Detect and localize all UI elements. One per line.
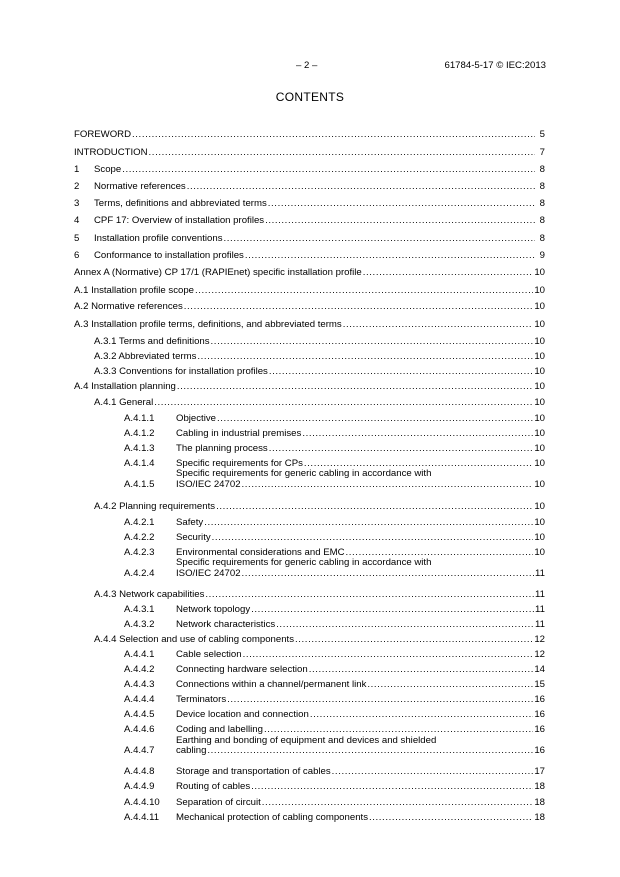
toc-entry[interactable]: [124, 745, 545, 756]
toc-entry[interactable]: [124, 479, 545, 490]
toc-entry-page: 17: [534, 766, 545, 777]
toc-leader-dots: [224, 233, 535, 244]
toc-entry-number: 2: [74, 181, 80, 192]
toc-leader-dots: [276, 619, 534, 630]
toc-entry-label: A.4 Installation planning: [74, 381, 176, 392]
toc-entry[interactable]: [74, 381, 545, 392]
toc-entry-label: Normative references: [94, 181, 186, 192]
toc-leader-dots: [363, 267, 534, 278]
toc-entry-label: Cable selection: [176, 649, 242, 660]
toc-entry-label: INTRODUCTION: [74, 147, 148, 158]
toc-entry[interactable]: [74, 181, 545, 192]
toc-leader-dots: [369, 812, 533, 823]
toc-entry-number: A.4.4.8: [124, 766, 155, 777]
toc-leader-dots: [149, 147, 535, 158]
toc-leader-dots: [251, 604, 534, 615]
toc-leader-dots: [177, 381, 533, 392]
toc-entry-page: 8: [539, 198, 545, 209]
toc-entry-label: The planning process: [176, 443, 268, 454]
toc-entry-number: A.4.4.6: [124, 724, 155, 735]
toc-entry-label: A.3.2 Abbreviated terms: [94, 351, 197, 362]
toc-entry-page: 16: [534, 694, 545, 705]
toc-entry-number: A.4.2.4: [124, 568, 155, 579]
toc-entry-page: 8: [539, 181, 545, 192]
toc-entry-number: A.4.4.4: [124, 694, 155, 705]
toc-entry[interactable]: [94, 336, 545, 347]
toc-entry-label: Coding and labelling: [176, 724, 263, 735]
toc-entry[interactable]: [74, 198, 545, 209]
toc-entry-page: 15: [534, 679, 545, 690]
toc-entry-number: A.4.4.11: [124, 812, 160, 823]
toc-entry[interactable]: [124, 709, 545, 720]
toc-leader-dots: [251, 781, 533, 792]
toc-entry-number: A.4.4.1: [124, 649, 155, 660]
toc-entry[interactable]: [74, 285, 545, 296]
toc-leader-dots: [204, 517, 533, 528]
toc-entry-page: 10: [534, 547, 545, 558]
toc-entry[interactable]: [74, 233, 545, 244]
toc-leader-dots: [309, 664, 534, 675]
toc-entry-label: Separation of circuit: [176, 797, 261, 808]
toc-leader-dots: [227, 694, 533, 705]
toc-entry-page: 12: [534, 649, 545, 660]
toc-entry-number: A.4.4.2: [124, 664, 155, 675]
toc-leader-dots: [245, 250, 535, 261]
toc-entry-number: A.4.4.7: [124, 745, 155, 756]
toc-entry-page: 9: [539, 250, 545, 261]
toc-leader-dots: [264, 724, 533, 735]
page-number: – 2 –: [296, 60, 318, 71]
toc-entry-label-line1: Earthing and bonding of equipment and devices and shielded: [176, 735, 437, 746]
toc-entry-label: Specific requirements for CPs: [176, 458, 303, 469]
toc-entry[interactable]: [124, 517, 545, 528]
toc-entry-label: Installation profile conventions: [94, 233, 223, 244]
toc-entry-page: 10: [534, 285, 545, 296]
toc-entry-number: 6: [74, 250, 80, 261]
standard-reference: 61784-5-17 © IEC:2013: [444, 60, 546, 71]
toc-entry[interactable]: [124, 679, 545, 690]
toc-entry[interactable]: [124, 604, 545, 615]
toc-entry-page: 8: [539, 215, 545, 226]
toc-entry-page: 11: [535, 619, 545, 630]
toc-entry[interactable]: [124, 619, 545, 630]
toc-entry-page: 10: [534, 501, 545, 512]
toc-entry[interactable]: [74, 215, 545, 226]
toc-entry-label: Device location and connection: [176, 709, 309, 720]
toc-entry-label-line1: Specific requirements for generic cabling in accordance with: [176, 557, 432, 568]
toc-entry-page: 16: [534, 724, 545, 735]
toc-entry-number: A.4.3.1: [124, 604, 155, 615]
toc-entry-label: cabling: [176, 745, 207, 756]
toc-entry-label: Safety: [176, 517, 204, 528]
toc-entry-label: A.3.1 Terms and definitions: [94, 336, 210, 347]
toc-entry-label: ISO/IEC 24702: [176, 568, 241, 579]
toc-entry-page: 10: [534, 443, 545, 454]
toc-entry[interactable]: [124, 812, 545, 823]
toc-entry-label: Terms, definitions and abbreviated terms: [94, 198, 267, 209]
toc-leader-dots: [269, 366, 533, 377]
toc-entry-page: 10: [534, 267, 545, 278]
toc-entry[interactable]: [124, 532, 545, 543]
toc-entry-page: 8: [539, 164, 545, 175]
toc-entry-page: 10: [534, 397, 545, 408]
toc-entry[interactable]: [124, 664, 545, 675]
toc-leader-dots: [154, 397, 533, 408]
toc-entry-label: Connections within a channel/permanent link: [176, 679, 367, 690]
toc-entry-page: 7: [539, 147, 545, 158]
toc-entry-label: Mechanical protection of cabling components: [176, 812, 368, 823]
toc-entry[interactable]: [74, 147, 545, 158]
toc-entry-page: 10: [534, 517, 545, 528]
toc-leader-dots: [187, 181, 535, 192]
toc-entry-page: 10: [534, 479, 545, 490]
toc-entry-page: 11: [535, 589, 545, 600]
toc-entry-page: 12: [534, 634, 545, 645]
toc-entry-label: A.3.3 Conventions for installation profiles: [94, 366, 268, 377]
toc-leader-dots: [184, 301, 534, 312]
toc-entry-number: 3: [74, 198, 80, 209]
toc-entry-page: 8: [539, 233, 545, 244]
toc-entry-label: CPF 17: Overview of installation profiles: [94, 215, 265, 226]
toc-entry-label: Terminators: [176, 694, 227, 705]
toc-entry-label: Network topology: [176, 604, 251, 615]
toc-entry-page: 5: [539, 129, 545, 140]
toc-entry-number: A.4.1.4: [124, 458, 155, 469]
toc-entry[interactable]: [124, 781, 545, 792]
toc-leader-dots: [268, 198, 535, 209]
toc-entry-number: A.4.1.1: [124, 413, 155, 424]
toc-leader-dots: [242, 568, 535, 579]
toc-leader-dots: [197, 351, 533, 362]
toc-entry-number: A.4.1.3: [124, 443, 155, 454]
toc-entry-label: Cabling in industrial premises: [176, 428, 302, 439]
toc-entry-number: 4: [74, 215, 80, 226]
toc-entry-page: 11: [535, 604, 545, 615]
toc-entry-label: Scope: [94, 164, 122, 175]
toc-leader-dots: [302, 428, 533, 439]
toc-entry-page: 18: [534, 781, 545, 792]
toc-leader-dots: [217, 413, 533, 424]
toc-entry-label: Annex A (Normative) CP 17/1 (RAPIEnet) specific installation profile: [74, 267, 362, 278]
toc-entry-label: Objective: [176, 413, 216, 424]
page-title: CONTENTS: [275, 90, 345, 104]
toc-leader-dots: [265, 215, 535, 226]
toc-entry-label: A.1 Installation profile scope: [74, 285, 194, 296]
toc-entry-page: 10: [534, 413, 545, 424]
toc-leader-dots: [216, 501, 533, 512]
toc-entry-label: FOREWORD: [74, 129, 132, 140]
toc-leader-dots: [262, 797, 534, 808]
toc-entry-label: Connecting hardware selection: [176, 664, 308, 675]
toc-leader-dots: [132, 129, 535, 140]
toc-entry[interactable]: [94, 589, 545, 600]
toc-entry-page: 10: [534, 381, 545, 392]
toc-entry-number: A.4.4.10: [124, 797, 160, 808]
toc-leader-dots: [122, 164, 535, 175]
toc-leader-dots: [195, 285, 533, 296]
toc-leader-dots: [310, 709, 534, 720]
toc-entry-page: 10: [534, 319, 545, 330]
toc-entry-number: A.4.4.3: [124, 679, 155, 690]
toc-leader-dots: [343, 319, 534, 330]
toc-entry-label: Conformance to installation profiles: [94, 250, 244, 261]
toc-entry-number: 5: [74, 233, 80, 244]
toc-entry-label: Routing of cables: [176, 781, 251, 792]
toc-entry-label: Environmental considerations and EMC: [176, 547, 345, 558]
toc-leader-dots: [207, 745, 533, 756]
toc-entry[interactable]: [94, 351, 545, 362]
toc-entry-label: A.2 Normative references: [74, 301, 183, 312]
toc-entry[interactable]: [94, 366, 545, 377]
toc-entry-number: 1: [74, 164, 80, 175]
toc-entry[interactable]: [124, 724, 545, 735]
toc-entry[interactable]: [74, 164, 545, 175]
toc-entry[interactable]: [74, 129, 545, 140]
toc-leader-dots: [211, 336, 534, 347]
toc-entry-label-line1: Specific requirements for generic cabling in accordance with: [176, 468, 432, 479]
toc-leader-dots: [332, 766, 534, 777]
toc-entry-page: 14: [534, 664, 545, 675]
toc-entry[interactable]: [124, 766, 545, 777]
toc-leader-dots: [295, 634, 533, 645]
toc-entry-label: ISO/IEC 24702: [176, 479, 241, 490]
toc-entry-page: 10: [534, 366, 545, 377]
toc-entry[interactable]: [74, 301, 545, 312]
toc-entry[interactable]: [74, 250, 545, 261]
toc-entry-number: A.4.2.2: [124, 532, 155, 543]
toc-entry[interactable]: [124, 428, 545, 439]
toc-entry[interactable]: [94, 501, 545, 512]
toc-entry-page: 18: [534, 812, 545, 823]
toc-leader-dots: [242, 479, 534, 490]
toc-entry-number: A.4.4.5: [124, 709, 155, 720]
toc-entry-page: 10: [534, 428, 545, 439]
toc-entry-page: 18: [534, 797, 545, 808]
toc-entry-page: 16: [534, 709, 545, 720]
toc-entry-number: A.4.2.3: [124, 547, 155, 558]
toc-entry[interactable]: [74, 319, 545, 330]
toc-entry-page: 10: [534, 351, 545, 362]
toc-entry-page: 10: [534, 336, 545, 347]
toc-leader-dots: [367, 679, 533, 690]
toc-entry-label: A.4.3 Network capabilities: [94, 589, 205, 600]
toc-leader-dots: [269, 443, 534, 454]
toc-entry-label: A.4.4 Selection and use of cabling components: [94, 634, 295, 645]
toc-entry-number: A.4.3.2: [124, 619, 155, 630]
toc-entry[interactable]: [74, 267, 545, 278]
toc-entry-page: 11: [535, 568, 545, 579]
toc-leader-dots: [243, 649, 534, 660]
toc-entry-page: 10: [534, 532, 545, 543]
toc-entry-number: A.4.4.9: [124, 781, 155, 792]
toc-entry-label: A.4.2 Planning requirements: [94, 501, 216, 512]
toc-entry-page: 10: [534, 458, 545, 469]
toc-entry[interactable]: [94, 397, 545, 408]
toc-entry[interactable]: [124, 694, 545, 705]
toc-entry-label: Network characteristics: [176, 619, 276, 630]
toc-entry-number: A.4.2.1: [124, 517, 155, 528]
toc-entry-page: 10: [534, 301, 545, 312]
toc-entry[interactable]: [94, 634, 545, 645]
toc-leader-dots: [212, 532, 534, 543]
toc-entry-page: 16: [534, 745, 545, 756]
toc-entry[interactable]: [124, 413, 545, 424]
toc-entry[interactable]: [124, 797, 545, 808]
toc-entry[interactable]: [124, 568, 545, 579]
toc-entry-label: Security: [176, 532, 211, 543]
toc-entry-label: Storage and transportation of cables: [176, 766, 331, 777]
toc-entry-label: A.3 Installation profile terms, definitions, and abbreviated terms: [74, 319, 342, 330]
toc-entry-number: A.4.1.5: [124, 479, 155, 490]
toc-entry[interactable]: [124, 443, 545, 454]
toc-entry[interactable]: [124, 649, 545, 660]
toc-entry-label: A.4.1 General: [94, 397, 154, 408]
toc-leader-dots: [205, 589, 534, 600]
toc-entry-number: A.4.1.2: [124, 428, 155, 439]
